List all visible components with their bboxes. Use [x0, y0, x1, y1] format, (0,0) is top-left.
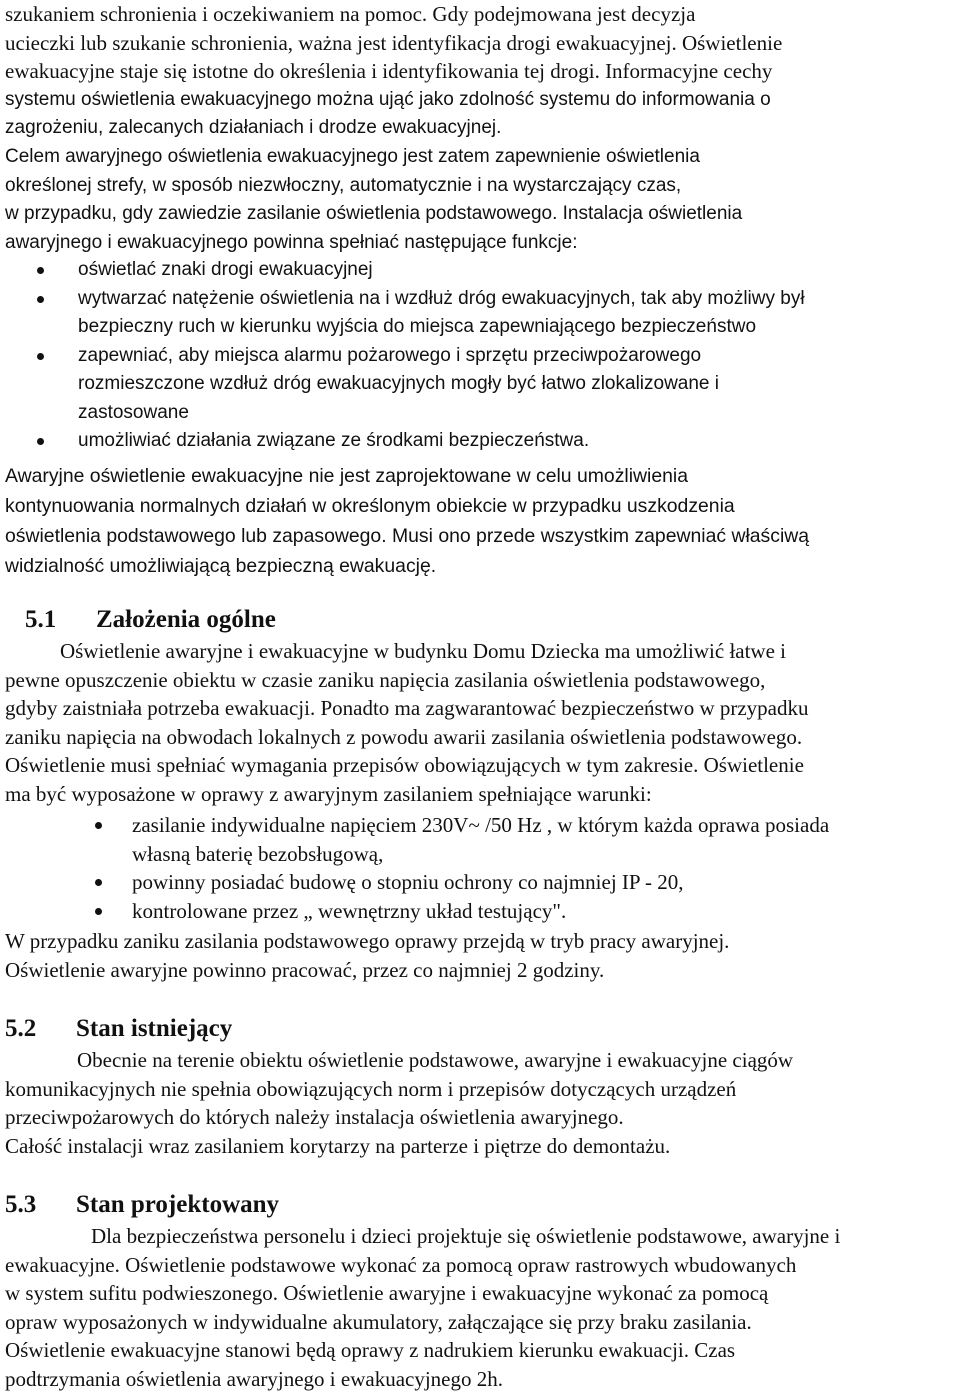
text-line: wytwarzać natężenie oświetlenia na i wzdłuż dróg ewakuacyjnych, tak aby możliwy był [78, 285, 805, 314]
list-item [0, 427, 805, 456]
list-item [0, 285, 805, 342]
text-line: przeciwpożarowych do których należy instalacja oświetlenia awaryjnego. [5, 1103, 793, 1132]
text-line: ewakuacyjne staje się istotne do określenia i identyfikowania tej drogi. Informacyjne cechy [5, 57, 782, 86]
section-5-1-closing [5, 927, 729, 984]
text-line: kontynuowania normalnych działań w określonym obiekcie w przypadku uszkodzenia [5, 491, 809, 521]
text-line: W przypadku zaniku zasilania podstawowego oprawy przejdą w tryb pracy awaryjnej. [5, 927, 729, 956]
text-line: zagrożeniu, zalecanych działaniach i drodze ewakuacyjnej. [5, 114, 782, 143]
text-line: Oświetlenie ewakuacyjne stanowi będą oprawy z nadrukiem kierunku ewakuacji. Czas [5, 1336, 840, 1365]
text-line: Dla bezpieczeństwa personelu i dzieci projektuje się oświetlenie podstawowe, awaryjne i [5, 1222, 840, 1251]
text-line: rozmieszczone wzdłuż dróg ewakuacyjnych mogły być łatwo zlokalizowane i [78, 370, 805, 399]
text-line: umożliwiać działania związane ze środkami bezpieczeństwa. [78, 427, 805, 456]
section-title: Stan projektowany [76, 1191, 279, 1218]
bullet-icon [95, 822, 102, 829]
text-line: oświetlać znaki drogi ewakuacyjnej [78, 256, 805, 285]
text-line: pewne opuszczenie obiektu w czasie zaniku napięcia zasilania oświetlenia podstawowego, [5, 666, 809, 695]
bullet-icon [37, 296, 44, 303]
section-5-1-paragraph [5, 637, 809, 808]
functions-bullet-list [0, 256, 805, 456]
text-line: Awaryjne oświetlenie ewakuacyjne nie jest zaprojektowane w celu umożliwienia [5, 461, 809, 491]
bullet-icon [95, 879, 102, 886]
list-item [0, 868, 829, 897]
section-5-3-paragraph [5, 1222, 840, 1393]
section-heading-5-1 [25, 605, 276, 635]
text-line: ucieczki lub szukanie schronienia, ważna jest identyfikacja drogi ewakuacyjnej. Oświetlenie [5, 29, 782, 58]
text-line: oświetlenia podstawowego lub zapasowego. Musi ono przede wszystkim zapewniać właściwą [5, 521, 809, 551]
section-number: 5.1 [25, 605, 96, 635]
list-item [0, 342, 805, 428]
text-line: Oświetlenie awaryjne powinno pracować, przez co najmniej 2 godziny. [5, 956, 729, 985]
text-line: Obecnie na terenie obiektu oświetlenie podstawowe, awaryjne i ewakuacyjne ciągów [5, 1046, 793, 1075]
section-heading-5-3 [5, 1190, 279, 1220]
text-line: awaryjnego i ewakuacyjnego powinna spełniać następujące funkcje: [5, 229, 742, 258]
text-line: komunikacyjnych nie spełnia obowiązujących norm i przepisów dotyczących urządzeń [5, 1075, 793, 1104]
text-line: ma być wyposażone w oprawy z awaryjnym zasilaniem spełniające warunki: [5, 780, 809, 809]
section-number: 5.2 [5, 1014, 76, 1044]
section-heading-5-2 [5, 1014, 232, 1044]
text-line: ewakuacyjne. Oświetlenie podstawowe wykonać za pomocą opraw rastrowych wbudowanych [5, 1251, 840, 1280]
text-line: Celem awaryjnego oświetlenia ewakuacyjnego jest zatem zapewnienie oświetlenia [5, 143, 742, 172]
bullet-icon [37, 438, 44, 445]
section-title: Stan istniejący [76, 1015, 232, 1042]
bullet-icon [37, 353, 44, 360]
text-line: gdyby zaistniała potrzeba ewakuacji. Ponadto ma zagwarantować bezpieczeństwo w przypadku [5, 694, 809, 723]
section-5-2-paragraph [5, 1046, 793, 1160]
text-line: własną baterię bezobsługową, [132, 840, 829, 869]
text-line: zasilanie indywidualne napięciem 230V~ /50 Hz , w którym każda oprawa posiada [132, 811, 829, 840]
text-line: systemu oświetlenia ewakuacyjnego można ująć jako zdolność systemu do informowania o [5, 86, 782, 115]
text-line: zastosowane [78, 399, 805, 428]
text-line: Oświetlenie musi spełniać wymagania przepisów obowiązujących w tym zakresie. Oświetlenie [5, 751, 809, 780]
text-line: szukaniem schronienia i oczekiwaniem na pomoc. Gdy podejmowana jest decyzja [5, 0, 782, 29]
intro-closing-paragraph [5, 461, 809, 581]
text-line: opraw wyposażonych w indywidualne akumulatory, załączające się przy braku zasilania. [5, 1308, 840, 1337]
text-line: podtrzymania oświetlenia awaryjnego i ewakuacyjnego 2h. [5, 1365, 840, 1393]
section-title: Założenia ogólne [96, 606, 276, 633]
list-item [0, 256, 805, 285]
bullet-icon [95, 908, 102, 915]
text-line: w przypadku, gdy zawiedzie zasilanie oświetlenia podstawowego. Instalacja oświetlenia [5, 200, 742, 229]
text-line: kontrolowane przez „ wewnętrzny układ testujący". [132, 897, 829, 926]
requirements-bullet-list [0, 811, 829, 925]
text-line: zapewniać, aby miejsca alarmu pożarowego i sprzętu przeciwpożarowego [78, 342, 805, 371]
list-item [0, 897, 829, 926]
text-line: Oświetlenie awaryjne i ewakuacyjne w budynku Domu Dziecka ma umożliwić łatwe i [5, 637, 809, 666]
text-line: powinny posiadać budowę o stopniu ochrony co najmniej IP - 20, [132, 868, 829, 897]
intro-paragraph-b [5, 143, 742, 257]
text-line: w system sufitu podwieszonego. Oświetlenie awaryjne i ewakuacyjne wykonać za pomocą [5, 1279, 840, 1308]
bullet-icon [37, 267, 44, 274]
text-line: widzialność umożliwiającą bezpieczną ewakuację. [5, 551, 809, 581]
text-line: określonej strefy, w sposób niezwłoczny, automatycznie i na wystarczający czas, [5, 172, 742, 201]
text-line: bezpieczny ruch w kierunku wyjścia do miejsca zapewniającego bezpieczeństwo [78, 313, 805, 342]
section-number: 5.3 [5, 1190, 76, 1220]
intro-paragraph-a [5, 0, 782, 143]
text-line: zaniku napięcia na obwodach lokalnych z powodu awarii zasilania oświetlenia podstawowego. [5, 723, 809, 752]
text-line: Całość instalacji wraz zasilaniem korytarzy na parterze i piętrze do demontażu. [5, 1132, 793, 1161]
list-item [0, 811, 829, 868]
